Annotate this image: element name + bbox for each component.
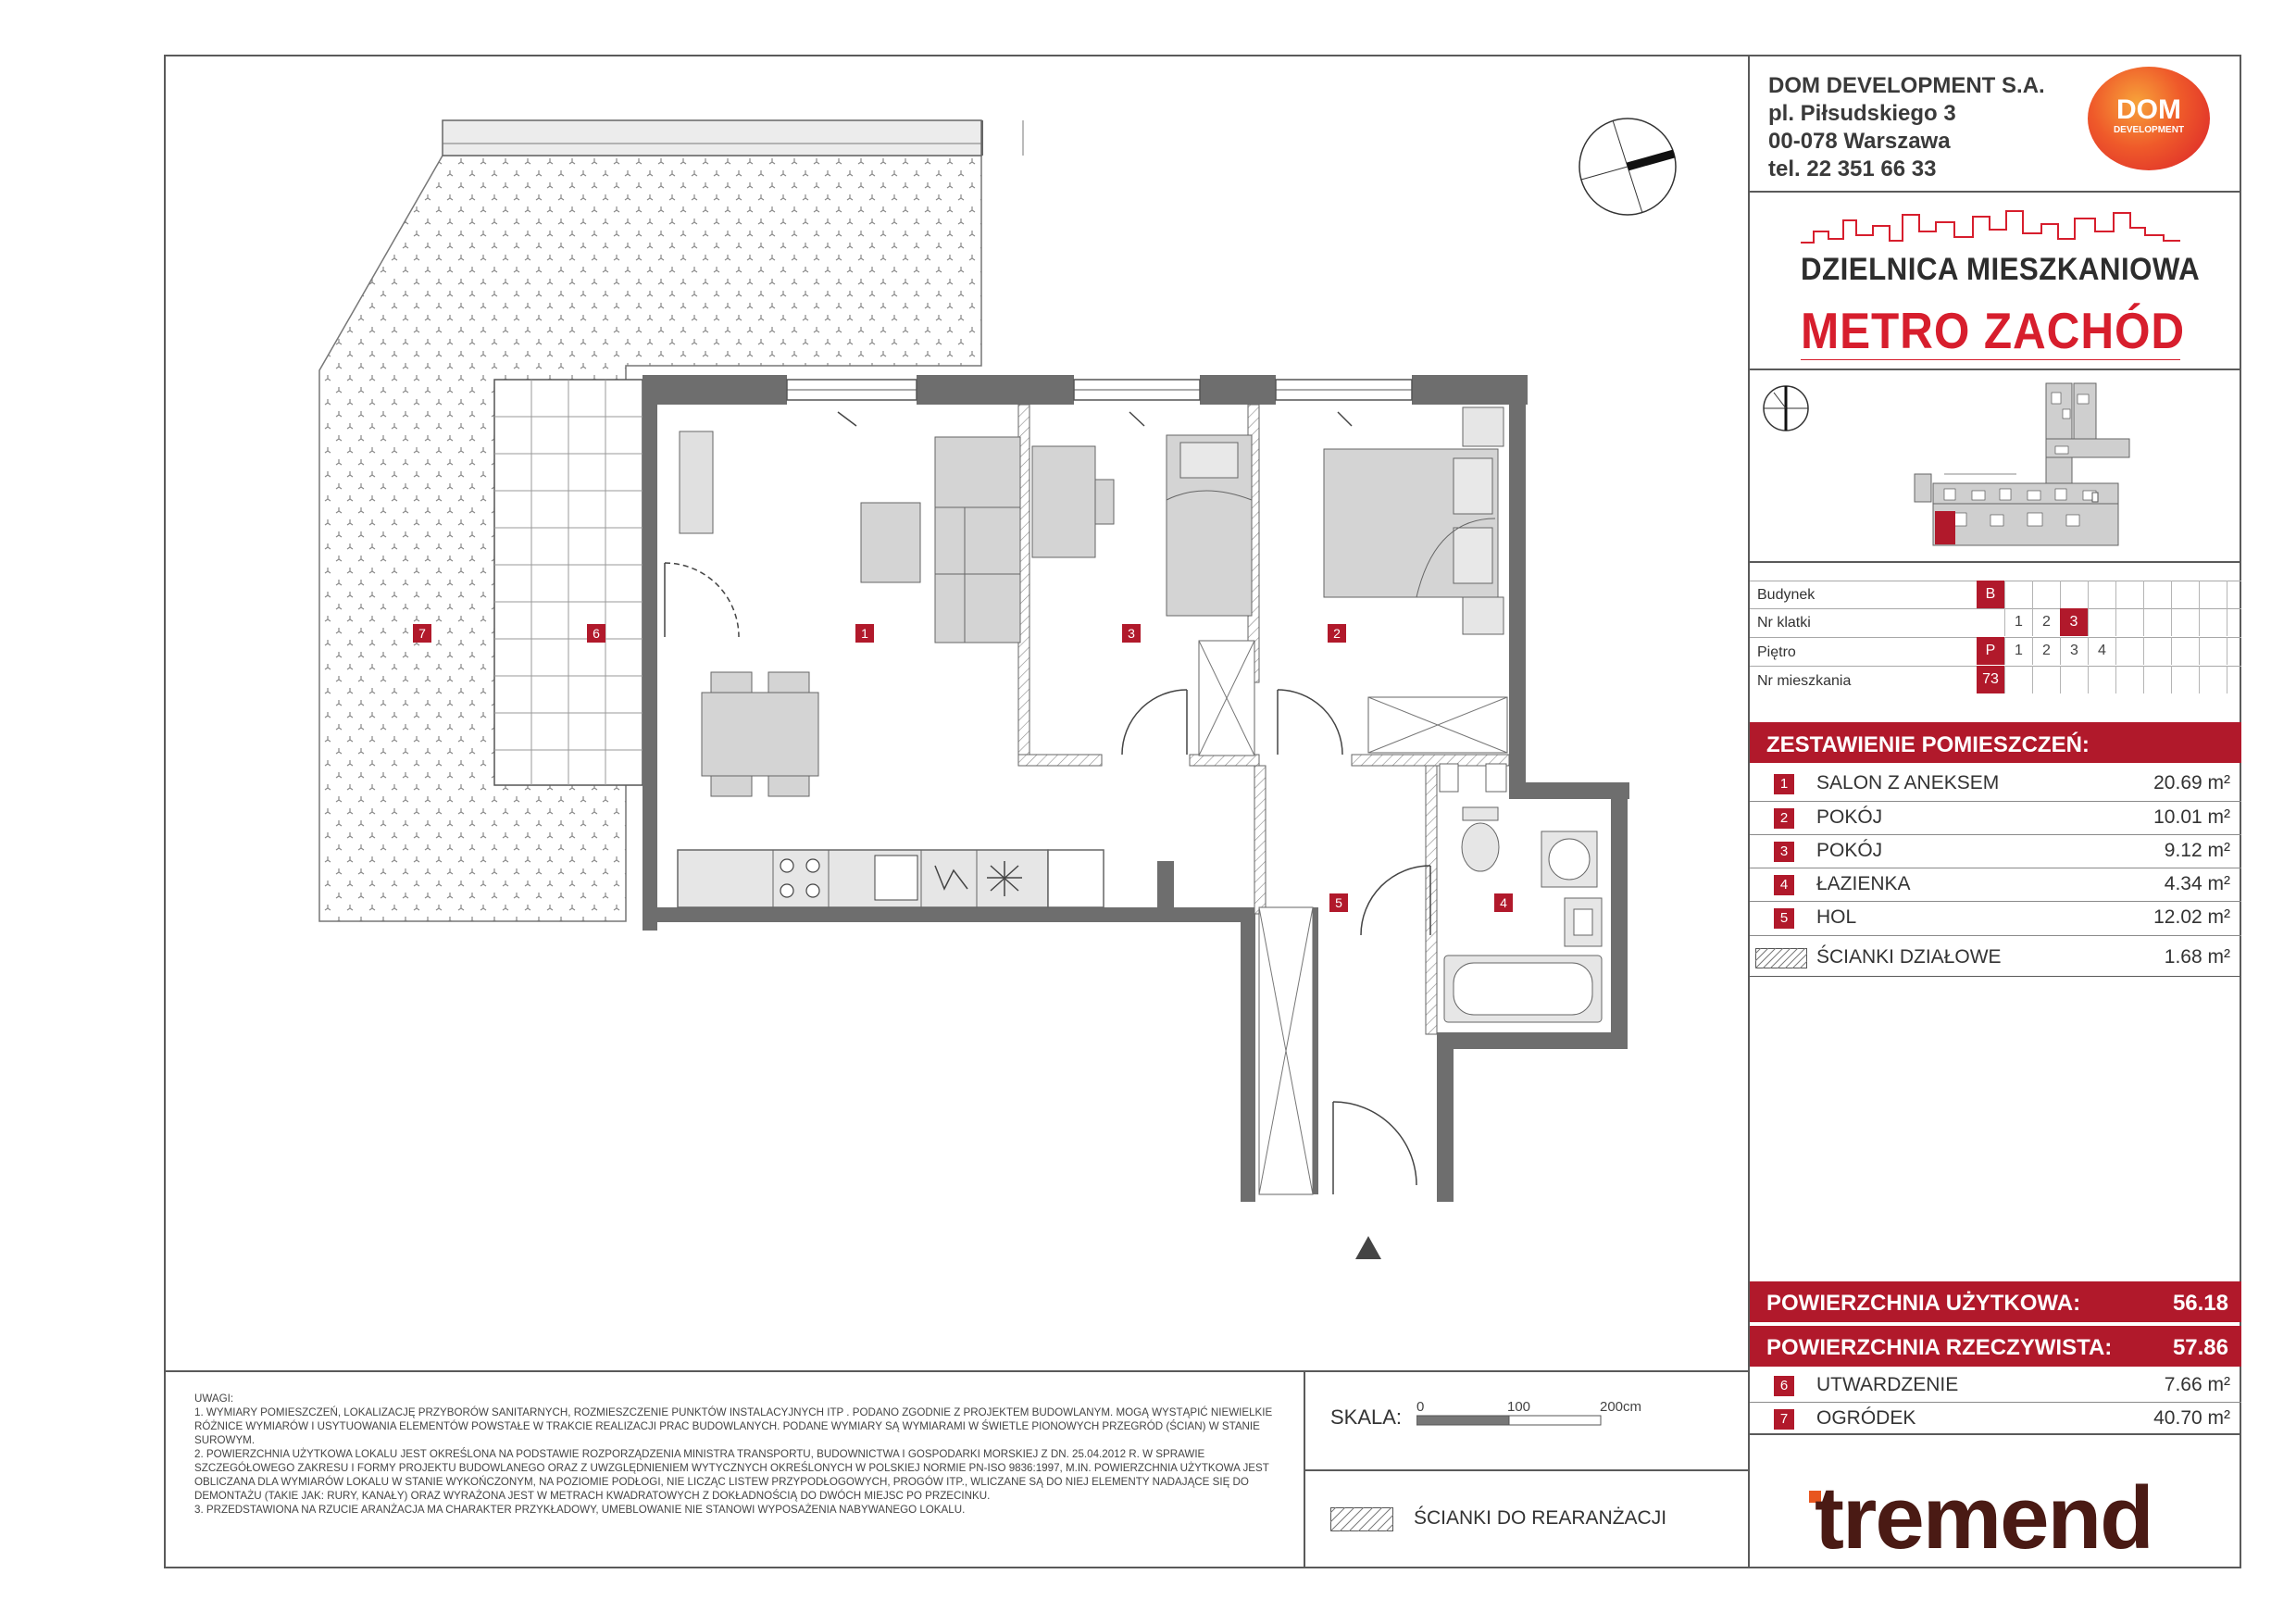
grid-empty <box>2088 666 2115 693</box>
room-row <box>1750 834 2241 868</box>
apartment-label: Nr mieszkania <box>1757 673 1852 689</box>
garden-top-fence <box>443 120 981 156</box>
extra-number: 6 <box>1774 1376 1794 1396</box>
room-row <box>1750 901 2241 934</box>
row-divider <box>1750 976 2241 977</box>
scale-bar <box>1416 1415 1602 1426</box>
floor-cell-selected: P <box>1977 637 2004 665</box>
rooms-header: ZESTAWIENIE POMIESZCZEŃ: <box>1750 722 2241 763</box>
grid-empty <box>2060 581 2088 608</box>
toilet <box>1463 807 1498 820</box>
extra-area: 40.70 m² <box>2153 1407 2230 1429</box>
grid-empty <box>2115 637 2143 665</box>
room-row <box>1750 767 2241 800</box>
extra-number: 7 <box>1774 1409 1794 1430</box>
grid-empty <box>2060 666 2088 693</box>
company-city: 00-078 Warszawa <box>1768 129 1951 154</box>
grid-empty <box>2171 666 2199 693</box>
header-divider-3 <box>1748 561 2241 563</box>
plan-label-salon: 1 <box>855 624 874 643</box>
grid-empty <box>2088 581 2115 608</box>
floor-cell: 4 <box>2088 637 2115 665</box>
grid-empty <box>2115 666 2143 693</box>
company-name: DOM DEVELOPMENT S.A. <box>1768 73 2045 98</box>
plan-label-garden: 7 <box>413 624 431 643</box>
extra-row <box>1750 1368 2241 1402</box>
plan-label-hall: 5 <box>1329 893 1348 912</box>
note-1: 1. WYMIARY POMIESZCZEŃ, LOKALIZACJĘ PRZYBORÓW SANITARNYCH, ROZMIESZCZENIE PUNKTÓW INSTALACYJNYCH ITP . PODANO ZGODNIE Z PROJEKTEM BUDOWLANYM. MOGĄ WYSTĄPIĆ NIEWIELKIE RÓŻNICE WYMIARÓW I USYTUOWANIA ELEMENTÓW POWSTAŁE W TRAKCIE REALIZACJI PRAC BUDOWLANYCH. PODANE WYMIARY SĄ WYMIARAMI W ŚWIETLE PIONOWYCH PRZEGRÓD (ŚCIAN) W STANIE SUROWYM. <box>194 1406 1273 1446</box>
grid-empty <box>2199 637 2227 665</box>
brand-underline <box>1801 359 2180 360</box>
rearrangement-label: ŚCIANKI DO REARANŻACJI <box>1414 1507 1667 1529</box>
room-number: 3 <box>1774 842 1794 862</box>
floor-label: Piętro <box>1757 644 1796 660</box>
desk <box>1032 446 1095 557</box>
usable-area-value: 56.18 <box>2172 1291 2228 1316</box>
room-area: 4.34 m² <box>2164 873 2230 894</box>
actual-area-bar <box>1750 1326 2241 1367</box>
plan-label-terrace: 6 <box>587 624 605 643</box>
grid-empty <box>2199 608 2227 636</box>
grid-empty <box>2171 608 2199 636</box>
partition-name: ŚCIANKI DZIAŁOWE <box>1816 946 2002 968</box>
scale-label: SKALA: <box>1330 1405 1403 1429</box>
scale-rearr-divider <box>1304 1469 1748 1471</box>
grid-empty <box>2171 637 2199 665</box>
grid-empty <box>2171 581 2199 608</box>
room-area: 9.12 m² <box>2164 840 2230 861</box>
apartment-value: 73 <box>1977 666 2004 693</box>
partition-area: 1.68 m² <box>2164 946 2230 968</box>
grid-empty <box>2004 666 2032 693</box>
dom-development-logo <box>2088 67 2210 170</box>
note-2: 2. POWIERZCHNIA UŻYTKOWA LOKALU JEST OKREŚLONA NA PODSTAWIE ROZPORZĄDZENIA MINISTRA TRANSPORTU, BUDOWNICTWA I GOSPODARKI MORSKIEJ Z DN. 25.04.2012 R. W SPRAWIE SZCZEGÓŁOWEGO ZAKRESU I FORMY PROJEKTU BUDOWLANEGO ORAZ Z UWZGLĘDNIENIEM WYTYCZNYCH OKREŚLONYCH W POLSKIEJ NORMIE PN-ISO 9836:1997, M.IN. POWIERZCHNIA UŻYTKOWA JEST OBLICZANA DLA WYMIARÓW LOKALU W STANIE WYKOŃCZONYM, NA POZIOMIE PODŁOGI, NIE LICZĄC LISTEW PRZYPODŁOGOWYCH, PROGÓW ITP., WLICZANE SĄ DO NIEJ ELEMENTY NADAJĄCE SIĘ DO DEMONTAŻU (TAKIE JAK: RURY, KANAŁY) ORAZ WYRAŻONA JEST W METRACH KWADRATOWYCH Z DOKŁADNOŚCIĄ DO DWÓCH MIEJSC PO PRZECINKU. <box>194 1448 1269 1502</box>
site-plan-map <box>1907 374 2157 550</box>
scale-tick: 0 <box>1416 1399 1425 1415</box>
room-number: 2 <box>1774 808 1794 829</box>
room-name: HOL <box>1816 906 1857 928</box>
room-name: POKÓJ <box>1816 806 1883 828</box>
scale-tick: 200cm <box>1600 1399 1642 1415</box>
stair-cell-selected: 3 <box>2060 608 2088 636</box>
building-value: B <box>1977 581 2004 608</box>
stair-cell: 2 <box>2032 608 2060 636</box>
room-area: 10.01 m² <box>2153 806 2230 828</box>
skyline-icon <box>1801 204 2180 248</box>
rearrangement-swatch-icon <box>1330 1507 1393 1531</box>
wardrobe <box>680 431 713 533</box>
extra-name: UTWARDZENIE <box>1816 1374 1959 1395</box>
floor-cell: 2 <box>2032 637 2060 665</box>
partition-row <box>1750 941 2241 974</box>
usable-area-bar <box>1750 1281 2241 1322</box>
grid-empty <box>2088 608 2115 636</box>
room-name: ŁAZIENKA <box>1816 873 1911 894</box>
company-address <box>1768 72 2045 183</box>
room-name: POKÓJ <box>1816 840 1883 861</box>
grid-empty <box>2143 637 2171 665</box>
scale-tick: 100 <box>1507 1399 1531 1415</box>
actual-area-value: 57.86 <box>2172 1335 2228 1360</box>
actual-area-label: POWIERZCHNIA RZECZYWISTA: <box>1766 1335 2113 1360</box>
note-3: 3. PRZEDSTAWIONA NA RZUCIE ARANŻACJA MA CHARAKTER PRZYKŁADOWY, UMEBLOWANIE NIE STANOWI WYPOSAŻENIA NABYWANEGO LOKALU. <box>194 1504 966 1516</box>
extra-name: OGRÓDEK <box>1816 1407 1916 1429</box>
room-row <box>1750 868 2241 901</box>
grid-empty <box>2199 666 2227 693</box>
room-name: SALON Z ANEKSEM <box>1816 772 2000 793</box>
plan-label-bathroom: 4 <box>1494 893 1513 912</box>
room-row <box>1750 801 2241 834</box>
notes-heading: UWAGI: <box>194 1393 234 1405</box>
grid-empty <box>2032 581 2060 608</box>
stair-label: Nr klatki <box>1757 615 1811 631</box>
room-number: 1 <box>1774 774 1794 794</box>
company-phone: tel. 22 351 66 33 <box>1768 156 1937 181</box>
grid-empty <box>2227 608 2254 636</box>
stair-cell: 1 <box>2004 608 2032 636</box>
room-number: 4 <box>1774 875 1794 895</box>
entrance-arrow-icon <box>1355 1236 1381 1259</box>
grid-empty <box>2199 581 2227 608</box>
grid-empty <box>2227 666 2254 693</box>
room-area: 12.02 m² <box>2153 906 2230 928</box>
grid-empty <box>2004 581 2032 608</box>
extra-row <box>1750 1402 2241 1435</box>
header-divider-2 <box>1748 369 2241 370</box>
sofa <box>935 437 1020 643</box>
hatch-swatch-icon <box>1755 948 1807 968</box>
header-divider-1 <box>1748 191 2241 193</box>
extra-area: 7.66 m² <box>2164 1374 2230 1395</box>
kitchen-counter <box>678 850 1048 907</box>
logo-text: DOM <box>2116 94 2181 125</box>
grid-empty <box>2115 581 2143 608</box>
plan-label-room2: 2 <box>1328 624 1346 643</box>
notes-block <box>194 1392 1287 1517</box>
project-title-line1: DZIELNICA MIESZKANIOWA <box>1801 252 2201 287</box>
grid-empty <box>2032 666 2060 693</box>
notes-divider <box>164 1370 1748 1372</box>
plan-label-room3: 3 <box>1122 624 1141 643</box>
coffee-table <box>861 503 920 582</box>
logo-subtext: DEVELOPMENT <box>2113 125 2185 135</box>
room-number: 5 <box>1774 908 1794 929</box>
company-street: pl. Piłsudskiego 3 <box>1768 101 1956 126</box>
usable-area-label: POWIERZCHNIA UŻYTKOWA: <box>1766 1291 2081 1316</box>
row-divider <box>1750 935 2241 936</box>
grid-empty <box>2227 581 2254 608</box>
dining-table <box>702 693 818 776</box>
grid-empty <box>2115 608 2143 636</box>
grid-empty <box>2143 581 2171 608</box>
grid-empty <box>2143 666 2171 693</box>
floor-cell: 3 <box>2060 637 2088 665</box>
grid-empty <box>2143 608 2171 636</box>
building-label: Budynek <box>1757 587 1816 603</box>
room-area: 20.69 m² <box>2153 772 2230 793</box>
floor-plan <box>306 111 1657 1278</box>
site-compass-icon <box>1761 383 1811 433</box>
tremend-logo: tremend <box>1815 1468 2152 1568</box>
grid-empty <box>2227 637 2254 665</box>
project-title-line2: METRO ZACHÓD <box>1801 302 2186 359</box>
floor-cell: 1 <box>2004 637 2032 665</box>
